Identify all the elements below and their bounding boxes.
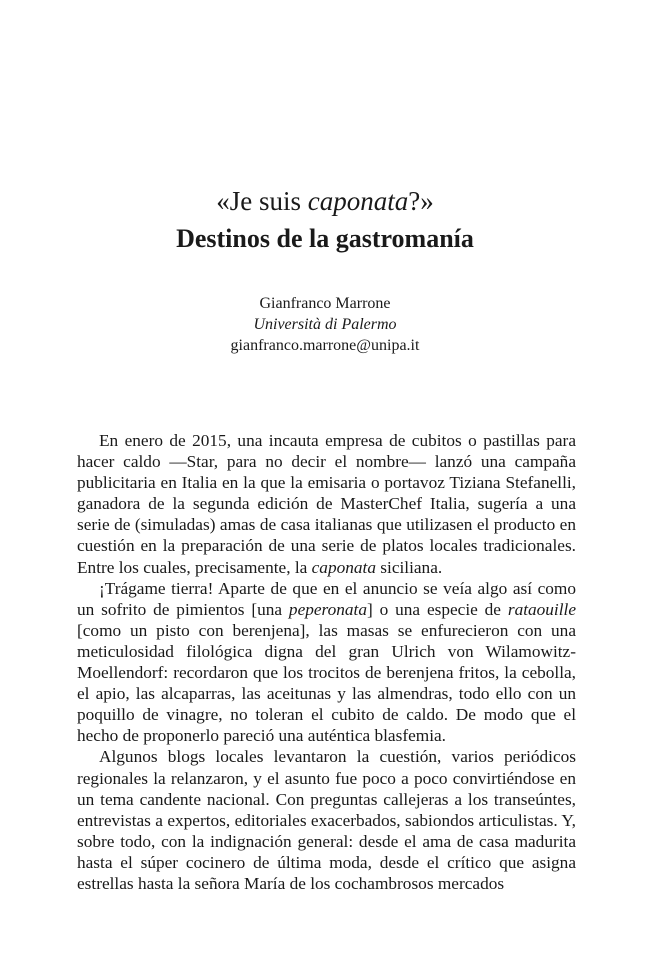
paragraph-2: ¡Trágame tierra! Aparte de que en el anuncio se veía algo así como un sofrito de pimientos [una peperonata] o una especie de rataouille [como un pisto con berenjena], las masas se enfurecieron con una meticulosidad filológica digna del gran Ulrich von Wilamowitz-Moellendorf: recordaron que los trocitos de berenjena fritos, la cebolla, el apio, las alcaparras, las aceitunas y las almendras, todo ello con un poquillo de vinagre, no toleran el cubito de caldo. De modo que el hecho de proponerlo pareció una auténtica blasfemia. (77, 578, 577, 746)
author-email: gianfranco.marrone@unipa.it (230, 337, 420, 354)
author-affiliation: Università di Palermo (253, 316, 397, 333)
paragraph-3: Algunos blogs locales levantaron la cuestión, varios periódicos regionales la relanzaron, y el asunto fue poco a poco convirtiéndose en un tema candente nacional. Con preguntas callejeras a los transeúntes, entrevistas a expertos, editoriales exacerbados, sabiondos articulistas. Y, sobre todo, con la indignación general: desde el ama de casa madurita hasta el súper cocinero de última moda, desde el crítico que asigna estrellas hasta la señora María de los cochambrosos mercados (77, 747, 576, 893)
article-title (0, 182, 650, 258)
author-name: Gianfranco Marrone (259, 295, 391, 312)
title-text-italic: caponata (307, 186, 409, 216)
title-text-post: ?» (408, 186, 434, 216)
title-line-2: Destinos de la gastromanía (176, 224, 474, 253)
paragraph-1: En enero de 2015, una incauta empresa de cubitos o pastillas para hacer caldo —Star, para no decir el nombre— lanzó una campaña publicitaria en Italia en la que la emisaria o portavoz Tiziana Stefanelli, ganadora de la segunda edición de MasterChef Italia, sugería a una serie de (simuladas) amas de casa italianas que utilizasen el producto en cuestión en la preparación de una serie de platos locales tradicionales. Entre los cuales, precisamente, la caponata siciliana. (77, 431, 576, 577)
article-body (77, 430, 576, 894)
title-text-pre: «Je suis (216, 186, 308, 216)
title-line-1 (0, 182, 650, 220)
author-block (0, 293, 650, 356)
